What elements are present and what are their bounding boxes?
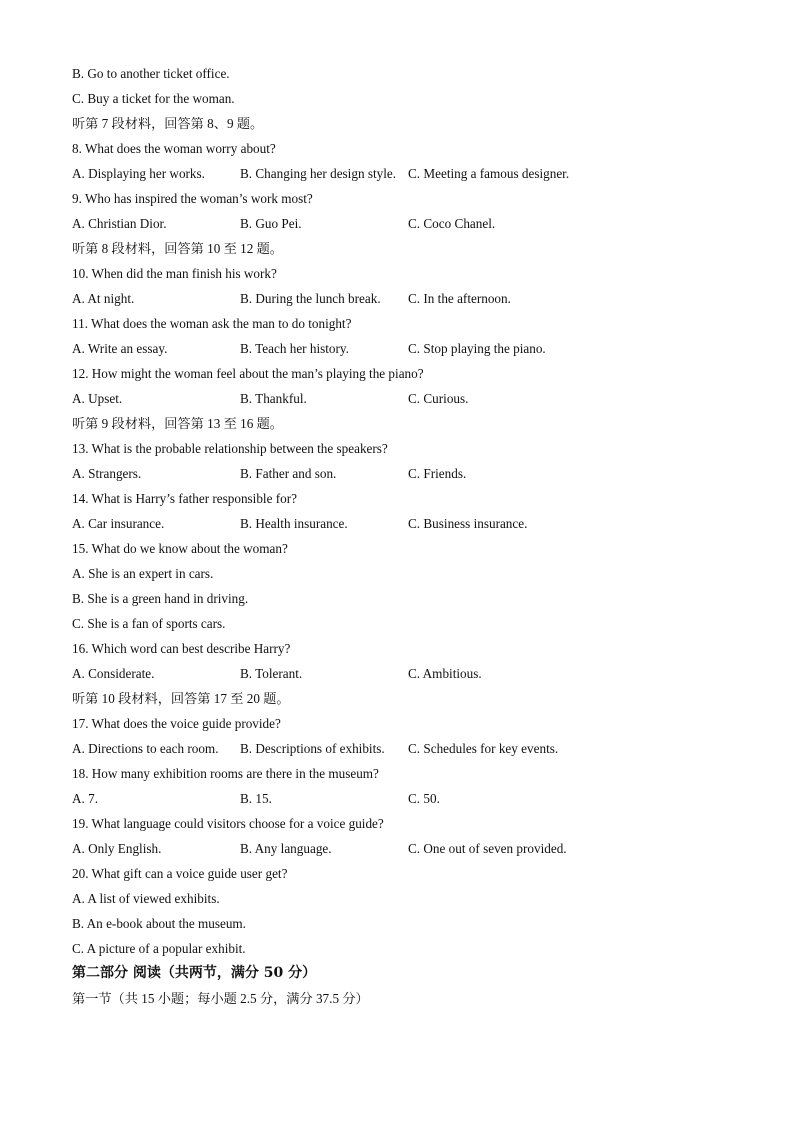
option-b: B. Descriptions of exhibits. <box>240 741 385 756</box>
options-row <box>72 786 732 811</box>
option-b: B. Teach her history. <box>240 341 349 356</box>
option-a: A. At night. <box>72 291 135 306</box>
option-a: A. Christian Dior. <box>72 216 167 231</box>
option-a: A. Only English. <box>72 841 162 856</box>
option-line: B. Go to another ticket office. <box>72 66 230 81</box>
instruction-line: 听第 8 段材料，回答第 10 至 12 题。 <box>72 241 283 256</box>
option-a: A. Displaying her works. <box>72 166 205 181</box>
option-c: C. 50. <box>408 791 440 806</box>
question-text: 17. What does the voice guide provide? <box>72 716 281 731</box>
option-b: B. Any language. <box>240 841 332 856</box>
question-text: 19. What language could visitors choose for a voice guide? <box>72 816 384 831</box>
instruction-line: 听第 7 段材料，回答第 8、9 题。 <box>72 116 264 131</box>
question-text: 20. What gift can a voice guide user get? <box>72 866 288 881</box>
question-text: 8. What does the woman worry about? <box>72 141 276 156</box>
options-row <box>72 736 732 761</box>
option-b: B. Guo Pei. <box>240 216 302 231</box>
options-row <box>72 336 732 361</box>
instruction-line: 听第 9 段材料，回答第 13 至 16 题。 <box>72 416 283 431</box>
option-b: B. Changing her design style. <box>240 166 397 181</box>
option-c: C. In the afternoon. <box>408 291 511 306</box>
section-subheading: 第一节（共 15 小题；每小题 2.5 分，满分 37.5 分） <box>72 991 369 1006</box>
option-c: C. Coco Chanel. <box>408 216 496 231</box>
options-row <box>72 211 732 236</box>
option-b: B. Thankful. <box>240 391 307 406</box>
option-c: C. Ambitious. <box>408 666 482 681</box>
question-text: 18. How many exhibition rooms are there in the museum? <box>72 766 379 781</box>
option-a: A. Write an essay. <box>72 341 168 356</box>
option-b: B. 15. <box>240 791 272 806</box>
option-line: B. She is a green hand in driving. <box>72 591 249 606</box>
instruction-line: 听第 10 段材料，回答第 17 至 20 题。 <box>72 691 290 706</box>
option-c: C. Curious. <box>408 391 469 406</box>
option-line: A. She is an expert in cars. <box>72 566 214 581</box>
question-text: 10. When did the man finish his work? <box>72 266 277 281</box>
option-a: A. 7. <box>72 791 99 806</box>
option-c: C. Friends. <box>408 466 467 481</box>
question-text: 16. Which word can best describe Harry? <box>72 641 291 656</box>
options-row <box>72 161 732 186</box>
option-c: C. Meeting a famous designer. <box>408 166 570 181</box>
option-b: B. Father and son. <box>240 466 337 481</box>
option-c: C. Stop playing the piano. <box>408 341 546 356</box>
option-c: C. Schedules for key events. <box>408 741 559 756</box>
options-row <box>72 286 732 311</box>
option-a: A. Considerate. <box>72 666 155 681</box>
option-a: A. Directions to each room. <box>72 741 219 756</box>
question-text: 13. What is the probable relationship between the speakers? <box>72 441 388 456</box>
question-text: 15. What do we know about the woman? <box>72 541 288 556</box>
option-b: B. Tolerant. <box>240 666 303 681</box>
option-b: B. Health insurance. <box>240 516 348 531</box>
option-line: B. An e-book about the museum. <box>72 916 246 931</box>
section-heading: 第二部分 阅读（共两节，满分 50 分） <box>72 965 317 981</box>
option-line: A. A list of viewed exhibits. <box>72 891 220 906</box>
option-a: A. Strangers. <box>72 466 142 481</box>
options-row <box>72 461 732 486</box>
option-a: A. Car insurance. <box>72 516 165 531</box>
options-row <box>72 511 732 536</box>
option-line: C. A picture of a popular exhibit. <box>72 941 246 956</box>
option-b: B. During the lunch break. <box>240 291 381 306</box>
option-a: A. Upset. <box>72 391 123 406</box>
option-c: C. Business insurance. <box>408 516 528 531</box>
question-lines <box>72 61 732 961</box>
question-text: 9. Who has inspired the woman’s work most? <box>72 191 313 206</box>
question-text: 14. What is Harry’s father responsible for? <box>72 491 297 506</box>
question-text: 11. What does the woman ask the man to do tonight? <box>72 316 352 331</box>
option-c: C. One out of seven provided. <box>408 841 567 856</box>
options-row <box>72 661 732 686</box>
options-row <box>72 386 732 411</box>
option-line: C. She is a fan of sports cars. <box>72 616 226 631</box>
options-row <box>72 836 732 861</box>
exam-content <box>72 61 732 1011</box>
question-text: 12. How might the woman feel about the man’s playing the piano? <box>72 366 424 381</box>
option-line: C. Buy a ticket for the woman. <box>72 91 235 106</box>
